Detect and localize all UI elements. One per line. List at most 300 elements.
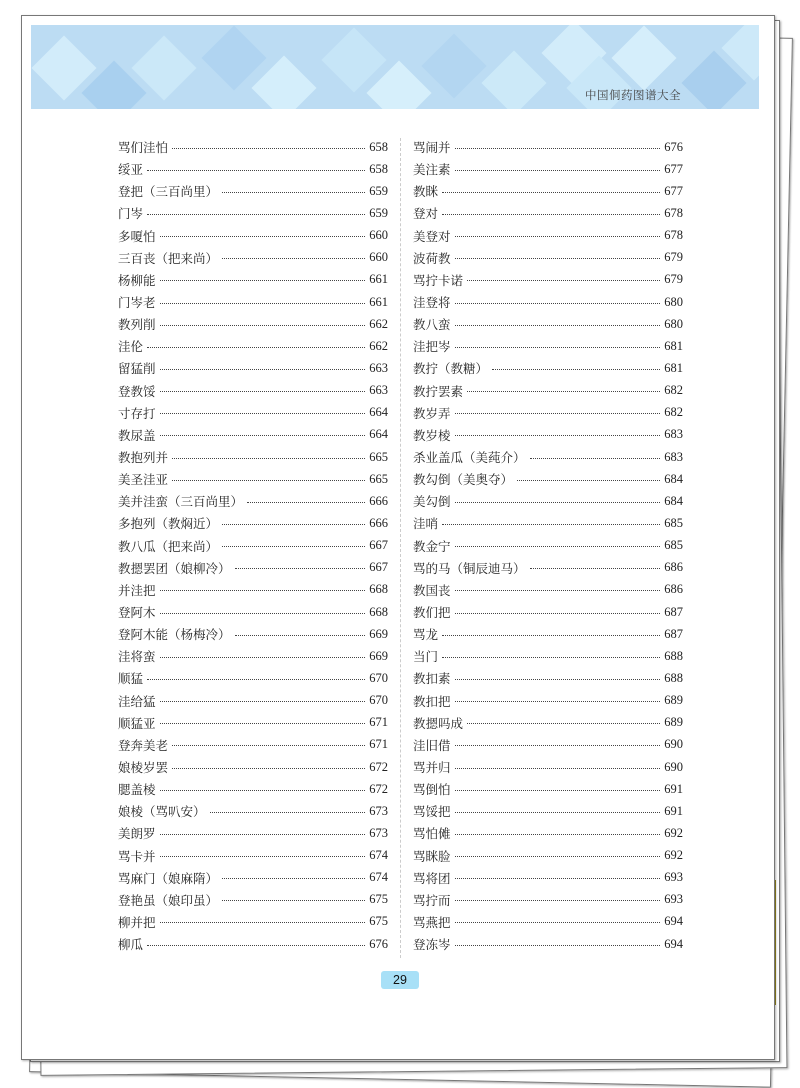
entry-page: 674 [369, 848, 388, 863]
entry-title: 教拧罢素 [413, 383, 464, 399]
toc-entry[interactable] [118, 247, 388, 269]
dot-leader [222, 878, 365, 879]
page-number: 29 [381, 971, 419, 989]
entry-title: 登阿木 [118, 605, 156, 621]
entry-page: 678 [664, 228, 683, 243]
entry-title: 登艳虽（娘印虽） [118, 892, 219, 908]
entry-page: 666 [369, 515, 388, 530]
dot-leader [160, 856, 366, 857]
dot-leader [210, 812, 366, 813]
toc-entry[interactable] [413, 424, 683, 446]
entry-title: 登教馁 [118, 383, 156, 399]
toc-entry[interactable] [413, 778, 683, 800]
dot-leader [160, 435, 366, 436]
toc-entry[interactable] [413, 712, 683, 734]
dot-leader [492, 369, 660, 370]
entry-title: 骂麻门（娘麻隋） [118, 870, 219, 886]
entry-title: 骂馁把 [413, 804, 451, 820]
toc-entry[interactable] [413, 579, 683, 601]
dot-leader [172, 768, 365, 769]
entry-title: 门岑老 [118, 295, 156, 311]
toc-entry[interactable] [118, 645, 388, 667]
entry-page: 663 [369, 360, 388, 375]
dot-leader [160, 413, 366, 414]
entry-title: 教眯 [413, 184, 439, 200]
toc-entry[interactable] [118, 933, 388, 955]
toc-entry[interactable] [118, 712, 388, 734]
entry-page: 685 [664, 538, 683, 553]
dot-leader [160, 790, 366, 791]
entry-page: 675 [369, 914, 388, 929]
entry-title: 洼将蛮 [118, 649, 156, 665]
entry-page: 668 [369, 604, 388, 619]
entry-title: 教拧（教糖） [413, 361, 489, 377]
entry-title: 骂倒怕 [413, 782, 451, 798]
dot-leader [455, 170, 661, 171]
entry-title: 美登对 [413, 228, 451, 244]
dot-leader [160, 613, 366, 614]
dot-leader [455, 745, 661, 746]
entry-title: 教勾倒（美奥夺） [413, 472, 514, 488]
entry-page: 692 [664, 848, 683, 863]
entry-page: 693 [664, 892, 683, 907]
dot-leader [442, 214, 660, 215]
entry-title: 留猛削 [118, 361, 156, 377]
dot-leader [160, 280, 366, 281]
toc-entry[interactable] [118, 690, 388, 712]
dot-leader [455, 502, 661, 503]
toc-entry[interactable] [118, 822, 388, 844]
entry-page: 673 [369, 803, 388, 818]
dot-leader [530, 458, 661, 459]
dot-leader [455, 413, 661, 414]
dot-leader [222, 258, 365, 259]
toc-entry[interactable] [413, 202, 683, 224]
entry-page: 670 [369, 693, 388, 708]
entry-page: 694 [664, 936, 683, 951]
toc-entry[interactable] [118, 291, 388, 313]
toc-entry[interactable] [118, 557, 388, 579]
entry-title: 教扣素 [413, 671, 451, 687]
entry-page: 671 [369, 715, 388, 730]
toc-entry[interactable] [413, 800, 683, 822]
entry-title: 骂并归 [413, 760, 451, 775]
dot-leader [160, 834, 366, 835]
entry-title: 洼把岑 [413, 339, 451, 355]
entry-page: 658 [369, 161, 388, 176]
entry-title: 顺猛 [118, 671, 144, 687]
dot-leader [160, 325, 366, 326]
entry-title: 教岁棱 [413, 427, 451, 443]
toc-entry[interactable] [413, 867, 683, 889]
entry-page: 679 [664, 272, 683, 287]
entry-title: 教列削 [118, 317, 156, 333]
dot-leader [147, 679, 365, 680]
entry-title: 骂龙 [413, 627, 439, 643]
diamond-shape [421, 33, 486, 98]
entry-title: 美并洼蛮（三百尚里） [118, 494, 244, 510]
toc-entry[interactable] [118, 889, 388, 911]
dot-leader [455, 900, 661, 901]
entry-page: 661 [369, 272, 388, 287]
entry-page: 669 [369, 626, 388, 641]
entry-page: 674 [369, 870, 388, 885]
entry-page: 660 [369, 228, 388, 243]
entry-title: 教抱列并 [118, 450, 169, 466]
entry-page: 686 [664, 560, 683, 575]
entry-title: 骂眯脸 [413, 848, 451, 864]
toc-entry[interactable] [413, 601, 683, 623]
dot-leader [442, 192, 660, 193]
toc-entry[interactable] [118, 734, 388, 756]
toc-entry[interactable] [118, 756, 388, 778]
dot-leader [147, 214, 365, 215]
entry-page: 692 [664, 825, 683, 840]
entry-title: 绥亚 [118, 162, 144, 178]
toc-entry[interactable] [413, 291, 683, 313]
entry-page: 679 [664, 250, 683, 265]
entry-page: 668 [369, 582, 388, 597]
entry-page: 663 [369, 383, 388, 398]
dot-leader [172, 458, 365, 459]
toc-entry[interactable] [413, 911, 683, 933]
toc-entry[interactable] [413, 313, 683, 335]
entry-page: 690 [664, 759, 683, 774]
entry-title: 骂拧卡诺 [413, 272, 464, 288]
entry-page: 681 [664, 338, 683, 353]
column-divider [400, 138, 401, 958]
toc-entry[interactable] [413, 535, 683, 557]
entry-page: 684 [664, 471, 683, 486]
dot-leader [160, 701, 366, 702]
entry-title: 骂拧而 [413, 892, 451, 908]
entry-page: 675 [369, 892, 388, 907]
dot-leader [455, 701, 661, 702]
entry-title: 腮盖棱 [118, 782, 156, 798]
entry-page: 689 [664, 715, 683, 730]
dot-leader [222, 192, 365, 193]
header-banner [31, 25, 759, 109]
entry-page: 689 [664, 693, 683, 708]
dot-leader [160, 922, 366, 923]
dot-leader [455, 347, 661, 348]
toc-entry[interactable] [118, 579, 388, 601]
entry-title: 登把（三百尚里） [118, 184, 219, 200]
toc-entry[interactable] [118, 446, 388, 468]
entry-page: 667 [369, 560, 388, 575]
toc-entry[interactable] [118, 180, 388, 202]
entry-page: 670 [369, 670, 388, 685]
entry-title: 洼给猛 [118, 693, 156, 709]
entry-page: 676 [369, 936, 388, 951]
toc-entry[interactable] [118, 778, 388, 800]
entry-page: 677 [664, 161, 683, 176]
entry-page: 688 [664, 670, 683, 685]
dot-leader [455, 303, 661, 304]
toc-entry[interactable] [413, 269, 683, 291]
entry-title: 顺猛亚 [118, 715, 156, 731]
dot-leader [235, 568, 366, 569]
diamond-shape [251, 55, 316, 109]
toc-entry[interactable] [413, 557, 683, 579]
toc-entry[interactable] [118, 800, 388, 822]
entry-title: 骂将团 [413, 870, 451, 886]
dot-leader [147, 945, 365, 946]
entry-page: 665 [369, 471, 388, 486]
dot-leader [455, 945, 661, 946]
toc-entry[interactable] [118, 335, 388, 357]
entry-page: 671 [369, 737, 388, 752]
entry-title: 并洼把 [118, 582, 156, 598]
dot-leader [222, 546, 365, 547]
book-page [21, 15, 775, 1060]
toc-entry[interactable] [413, 247, 683, 269]
toc-entry[interactable] [413, 335, 683, 357]
toc-entry[interactable] [118, 911, 388, 933]
dot-leader [455, 258, 661, 259]
entry-title: 教摁吗成 [413, 715, 464, 731]
toc-entry[interactable] [413, 756, 683, 778]
toc-entry[interactable] [118, 667, 388, 689]
entry-page: 687 [664, 626, 683, 641]
toc-entry[interactable] [118, 202, 388, 224]
toc-entry[interactable] [413, 225, 683, 247]
entry-title: 美勾倒 [413, 494, 451, 510]
entry-page: 660 [369, 250, 388, 265]
entry-title: 门岑 [118, 206, 144, 222]
toc-entry[interactable] [413, 468, 683, 490]
toc-entry[interactable] [118, 380, 388, 402]
entry-page: 665 [369, 449, 388, 464]
entry-page: 672 [369, 781, 388, 796]
entry-title: 杨柳能 [118, 272, 156, 288]
entry-title: 美朗罗 [118, 826, 156, 842]
dot-leader [247, 502, 365, 503]
entry-page: 687 [664, 604, 683, 619]
entry-title: 娘棱（骂叭安） [118, 804, 206, 820]
entry-page: 658 [369, 139, 388, 154]
dot-leader [172, 480, 365, 481]
entry-title: 美圣洼亚 [118, 472, 169, 488]
toc-entry[interactable] [118, 867, 388, 889]
entry-title: 骂的马（铜辰迪马） [413, 560, 526, 576]
toc-entry[interactable] [413, 822, 683, 844]
entry-title: 多抱列（教焖近） [118, 516, 219, 532]
toc-entry[interactable] [413, 889, 683, 911]
dot-leader [160, 657, 366, 658]
entry-page: 667 [369, 538, 388, 553]
book-title: 中国侗药图谱大全 [585, 88, 681, 102]
diamond-shape [481, 50, 546, 109]
toc-entry[interactable] [413, 645, 683, 667]
dot-leader [160, 590, 366, 591]
entry-page: 691 [664, 803, 683, 818]
toc-column-left [118, 136, 388, 955]
dot-leader [467, 280, 660, 281]
dot-leader [455, 148, 661, 149]
toc-entry[interactable] [413, 357, 683, 379]
entry-title: 多嗄怕 [118, 228, 156, 244]
dot-leader [222, 524, 365, 525]
toc-entry[interactable] [118, 402, 388, 424]
entry-page: 672 [369, 759, 388, 774]
toc-entry[interactable] [413, 180, 683, 202]
entry-page: 683 [664, 427, 683, 442]
entry-title: 教扣把 [413, 693, 451, 709]
entry-title: 教岁弄 [413, 405, 451, 421]
entry-page: 664 [369, 405, 388, 420]
entry-title: 柳瓜 [118, 937, 144, 953]
entry-title: 教国丧 [413, 582, 451, 598]
dot-leader [467, 723, 660, 724]
toc-entry[interactable] [118, 468, 388, 490]
entry-page: 664 [369, 427, 388, 442]
entry-page: 666 [369, 493, 388, 508]
dot-leader [147, 170, 365, 171]
entry-title: 当门 [413, 649, 439, 665]
toc-entry[interactable] [118, 269, 388, 291]
entry-title: 教们把 [413, 605, 451, 621]
toc-entry[interactable] [118, 601, 388, 623]
dot-leader [455, 878, 661, 879]
dot-leader [517, 480, 660, 481]
dot-leader [160, 303, 366, 304]
entry-title: 教尿盖 [118, 427, 156, 443]
dot-leader [455, 679, 661, 680]
toc-entry[interactable] [118, 313, 388, 335]
entry-page: 659 [369, 205, 388, 220]
entry-page: 690 [664, 737, 683, 752]
entry-page: 693 [664, 870, 683, 885]
dot-leader [442, 635, 660, 636]
dot-leader [455, 768, 661, 769]
toc-entry[interactable] [413, 845, 683, 867]
toc-entry[interactable] [118, 512, 388, 534]
entry-title: 洼旧借 [413, 737, 451, 753]
entry-title: 波荷教 [413, 250, 451, 266]
dot-leader [455, 613, 661, 614]
toc-entry[interactable] [118, 357, 388, 379]
entry-title: 骂燕把 [413, 914, 451, 930]
toc-column-right [413, 136, 683, 955]
dot-leader [222, 900, 365, 901]
entry-page: 683 [664, 449, 683, 464]
dot-leader [455, 435, 661, 436]
entry-title: 教金宁 [413, 538, 451, 554]
entry-page: 684 [664, 493, 683, 508]
toc-entry[interactable] [118, 535, 388, 557]
entry-title: 骂们洼怕 [118, 140, 169, 156]
dot-leader [455, 856, 661, 857]
toc-entry[interactable] [413, 690, 683, 712]
entry-title: 杀业盖瓜（美莼介） [413, 450, 526, 466]
toc-entry[interactable] [413, 623, 683, 645]
dot-leader [455, 922, 661, 923]
entry-page: 682 [664, 405, 683, 420]
entry-page: 685 [664, 515, 683, 530]
toc-entry[interactable] [118, 136, 388, 158]
entry-title: 登对 [413, 206, 439, 222]
entry-page: 669 [369, 648, 388, 663]
dot-leader [172, 148, 365, 149]
entry-page: 691 [664, 781, 683, 796]
toc-entry[interactable] [118, 623, 388, 645]
entry-page: 682 [664, 383, 683, 398]
toc-entry[interactable] [413, 380, 683, 402]
entry-title: 骂怕傩 [413, 826, 451, 842]
toc-entry[interactable] [413, 446, 683, 468]
dot-leader [160, 723, 366, 724]
dot-leader [442, 524, 660, 525]
entry-title: 教摁罢团（娘柳冷） [118, 560, 231, 576]
toc-entry[interactable] [413, 158, 683, 180]
entry-page: 680 [664, 294, 683, 309]
entry-title: 登奔美老 [118, 737, 169, 753]
toc-entry[interactable] [413, 667, 683, 689]
entry-page: 678 [664, 205, 683, 220]
entry-title: 寸存打 [118, 405, 156, 421]
dot-leader [455, 812, 661, 813]
entry-title: 柳并把 [118, 914, 156, 930]
entry-page: 662 [369, 338, 388, 353]
toc-entry[interactable] [413, 136, 683, 158]
dot-leader [147, 347, 365, 348]
toc-entry[interactable] [118, 845, 388, 867]
dot-leader [455, 325, 661, 326]
dot-leader [235, 635, 366, 636]
entry-page: 694 [664, 914, 683, 929]
entry-page: 680 [664, 316, 683, 331]
toc-entry[interactable] [118, 424, 388, 446]
toc-entry[interactable] [413, 734, 683, 756]
entry-title: 教八蛮 [413, 317, 451, 333]
toc-entry[interactable] [413, 402, 683, 424]
toc-entry[interactable] [118, 225, 388, 247]
entry-page: 676 [664, 139, 683, 154]
entry-title: 美注素 [413, 162, 451, 178]
entry-page: 661 [369, 294, 388, 309]
entry-title: 洼登将 [413, 295, 451, 311]
dot-leader [455, 590, 661, 591]
entry-title: 洼伦 [118, 339, 144, 355]
entry-page: 673 [369, 825, 388, 840]
entry-title: 登阿木能（杨梅冷） [118, 627, 231, 643]
entry-page: 659 [369, 183, 388, 198]
dot-leader [455, 546, 661, 547]
entry-page: 688 [664, 648, 683, 663]
entry-title: 三百丧（把来尚） [118, 250, 219, 266]
entry-title: 教八瓜（把来尚） [118, 538, 219, 554]
dot-leader [160, 391, 366, 392]
entry-page: 686 [664, 582, 683, 597]
dot-leader [172, 745, 365, 746]
dot-leader [455, 790, 661, 791]
entry-page: 662 [369, 316, 388, 331]
toc-entry[interactable] [118, 490, 388, 512]
entry-title: 骂闹并 [413, 140, 451, 156]
entry-page: 681 [664, 360, 683, 375]
entry-title: 洼哨 [413, 516, 439, 532]
dot-leader [467, 391, 660, 392]
toc-entry[interactable] [413, 933, 683, 955]
dot-leader [442, 657, 660, 658]
entry-page: 677 [664, 183, 683, 198]
toc-entry[interactable] [413, 490, 683, 512]
entry-title: 娘棱岁罢 [118, 760, 169, 775]
dot-leader [530, 568, 661, 569]
toc-entry[interactable] [413, 512, 683, 534]
toc-entry[interactable] [118, 158, 388, 180]
